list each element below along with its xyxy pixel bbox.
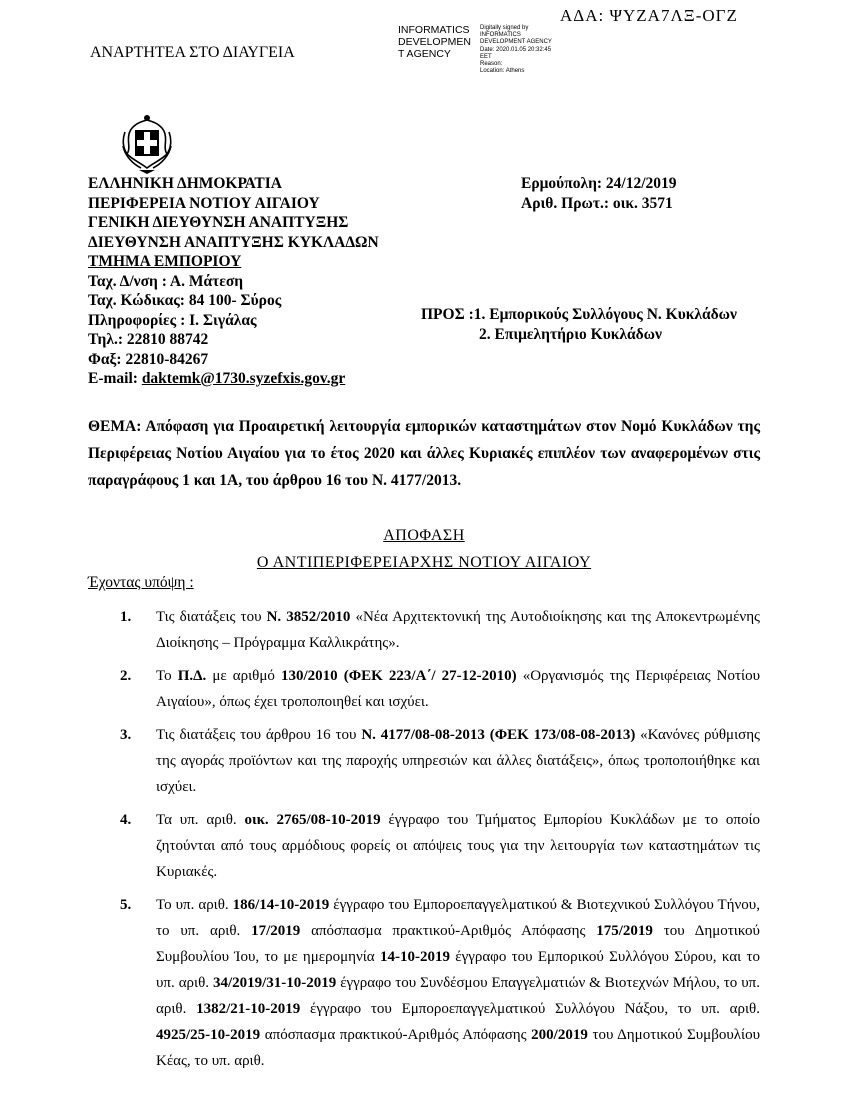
decision-subtitle: Ο ΑΝΤΙΠΕΡΙΦΕΡΕΙΑΡΧΗΣ ΝΟΤΙΟΥ ΑΙΓΑΙΟΥ bbox=[256, 554, 592, 571]
contact-person: Πληροφορίες : Ι. Σιγάλας bbox=[88, 311, 257, 329]
list-item: 4. Τα υπ. αριθ. οικ. 2765/08-10-2019 έγγραφο του Τμήματος Εμπορίου Κυκλάδων με το οποίο ζητούνται από τους αρμόδιους φορείς οι απόψεις τους για την λειτουργία των καταστημάτων τις Κυριακές. bbox=[120, 807, 760, 885]
postal-code: Ταχ. Κώδικας: 84 100- Σύρος bbox=[88, 292, 282, 309]
item-number: 3. bbox=[120, 727, 132, 743]
list-item: 3. Τις διατάξεις του άρθρου 16 του Ν. 4177/08-08-2013 (ΦΕΚ 173/08-08-2013) «Κανόνες ρύθμισης της αγοράς προϊόντων και της παροχής υπηρεσιών και άλλες διατάξεις», όπως τροποποιήθηκε και ισχύει. bbox=[120, 722, 760, 800]
recipient-2: 2. Επιμελητήριο Κυκλάδων bbox=[479, 325, 662, 343]
country-name: ΕΛΛΗΝΙΚΗ ΔΗΜΟΚΡΑΤΙΑ bbox=[88, 175, 282, 192]
decision-heading bbox=[88, 522, 760, 576]
recipient-1: ΠΡΟΣ :1. Εμπορικούς Συλλόγους Ν. Κυκλάδων bbox=[421, 306, 737, 323]
list-item: 2. Το Π.Δ. με αριθμό 130/2010 (ΦΕΚ 223/Α΄/ 27-12-2010) «Οργανισμός της Περιφέρειας Νοτίου Αιγαίου», όπως έχει τροποποιηθεί και ισχύει. bbox=[120, 663, 760, 715]
greek-coat-of-arms-icon bbox=[117, 112, 177, 176]
item-number: 2. bbox=[120, 668, 132, 684]
publication-note: ΑΝΑΡΤΗΤΕΑ ΣΤΟ ΔΙΑΥΓΕΙΑ bbox=[90, 44, 295, 61]
phone: Τηλ.: 22810 88742 bbox=[88, 331, 209, 348]
item-number: 5. bbox=[120, 897, 132, 913]
item-number: 4. bbox=[120, 812, 132, 828]
item-number: 1. bbox=[120, 609, 132, 625]
recipients bbox=[421, 305, 737, 344]
region-name: ΠΕΡΙΦΕΡΕΙΑ ΝΟΤΙΟΥ ΑΙΓΑΙΟΥ bbox=[88, 194, 320, 212]
sender-header bbox=[88, 174, 379, 389]
protocol-number: Αριθ. Πρωτ.: οικ. 3571 bbox=[521, 194, 673, 212]
list-item: 1. Τις διατάξεις του Ν. 3852/2010 «Νέα Αρχιτεκτονική της Αυτοδιοίκησης και της Αποκεντρωμένης Διοίκησης – Πρόγραμμα Καλλικράτης». bbox=[120, 604, 760, 656]
digital-signature bbox=[398, 24, 558, 75]
considering-heading: Έχοντας υπόψη : bbox=[88, 574, 194, 591]
email-line: E-mail: daktemk@1730.syzefxis.gov.gr bbox=[88, 370, 346, 387]
fax: Φαξ: 22810-84267 bbox=[88, 350, 209, 368]
ada-code: ΑΔΑ: ΨΥΖΑ7ΛΞ-ΟΓΖ bbox=[560, 6, 738, 25]
postal-address: Ταχ. Δ/νση : Α. Μάτεση bbox=[88, 272, 244, 290]
directorate: ΔΙΕΥΘΥΝΣΗ ΑΝΑΠΤΥΞΗΣ ΚΥΚΛΑΔΩΝ bbox=[88, 233, 379, 251]
signature-name: INFORMATICS DEVELOPMEN T AGENCY bbox=[398, 24, 471, 60]
document-date: Ερμούπολη: 24/12/2019 bbox=[521, 175, 677, 192]
date-block bbox=[521, 174, 677, 213]
decision-title: ΑΠΟΦΑΣΗ bbox=[383, 527, 465, 544]
department: ΤΜΗΜΑ ΕΜΠΟΡΙΟΥ bbox=[88, 253, 242, 270]
subject: ΘΕΜΑ: Απόφαση για Προαιρετική λειτουργία εμπορικών καταστημάτων στον Νομό Κυκλάδων της Περιφέρειας Νοτίου Αιγαίου για το έτος 2020 και άλλες Κυριακές επιπλέον των αναφερομένων στις παραγράφους 1 και 1Α, του άρθρου 16 του Ν. 4177/2013. bbox=[88, 418, 760, 489]
considerations-list bbox=[120, 604, 760, 1081]
signature-details: Digitally signed by INFORMATICS DEVELOPMENT AGENCY Date: 2020.01.05 20:32:45 EET Reason: Location: Athens bbox=[480, 25, 552, 75]
list-item: 5. Το υπ. αριθ. 186/14-10-2019 έγγραφο του Εμποροεπαγγελματικού & Βιοτεχνικού Συλλόγου Τήνου, το υπ. αριθ. 17/2019 απόσπασμα πρακτικού-Αριθμός Απόφασης 175/2019 του Δημοτικού Συμβουλίου Ίου, το με ημερομηνία 14-10-2019 έγγραφο του Εμπορικού Συλλόγου Σύρου, και το υπ. αριθ. 34/2019/31-10-2019 έγγραφο του Συνδέσμου Επαγγελματιών & Βιοτεχνών Μήλου, το υπ. αριθ. 1382/21-10-2019 έγγραφο του Εμποροεπαγγελματικού Συλλόγου Νάξου, το υπ. αριθ. 4925/25-10-2019 απόσπασμα πρακτικού-Αριθμός Απόφασης 200/2019 του Δημοτικού Συμβουλίου Κέας, το υπ. αριθ. bbox=[120, 892, 760, 1074]
general-directorate: ΓΕΝΙΚΗ ΔΙΕΥΘΥΝΣΗ ΑΝΑΠΤΥΞΗΣ bbox=[88, 214, 349, 231]
email-link[interactable]: daktemk@1730.syzefxis.gov.gr bbox=[141, 370, 346, 387]
